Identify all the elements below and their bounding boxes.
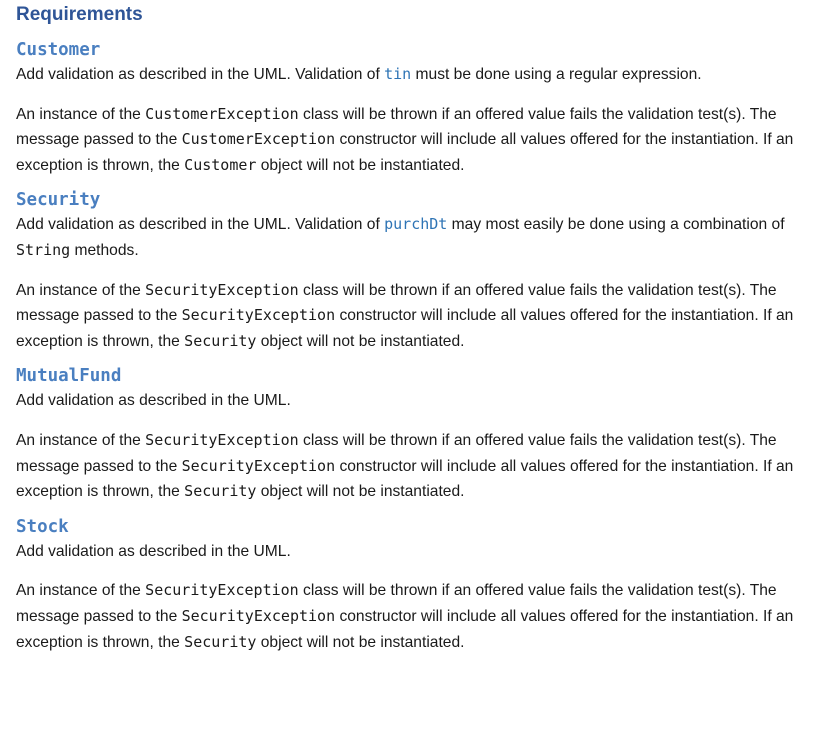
text-run: constructor will include all values offered for the instantiation. If an exception is thrown, the xyxy=(16,307,794,350)
text-run: An instance of the xyxy=(16,582,146,600)
text-run: An instance of the xyxy=(16,431,146,449)
exception-class-name: SecurityException xyxy=(145,581,299,600)
text-run: class will be thrown if an offered value fails the validation test(s). The message passed to the xyxy=(16,431,777,475)
exception-class-name: CustomerException xyxy=(181,130,336,149)
object-class-name: Security xyxy=(184,331,257,350)
section-heading: MutualFund xyxy=(16,366,122,387)
section-stock xyxy=(16,515,797,655)
exception-class-name: SecurityException xyxy=(145,280,299,299)
exception-class-name: SecurityException xyxy=(145,430,299,449)
text-run: An instance of the xyxy=(16,281,146,299)
paragraph-exception xyxy=(16,578,797,655)
text-run: must be done using a regular expression. xyxy=(411,66,702,83)
field-name: purchDt xyxy=(384,215,448,234)
text-run: Add validation as described in the UML. Validation of xyxy=(16,66,385,83)
exception-class-name: SecurityException xyxy=(181,606,336,625)
paragraph-validation xyxy=(16,212,797,263)
paragraph-validation xyxy=(16,539,797,565)
section-heading: Security xyxy=(16,190,101,211)
exception-class-name: CustomerException xyxy=(145,104,299,123)
text-run: constructor will include all values offered for the instantiation. If an exception is thrown, the xyxy=(16,607,794,651)
object-class-name: Security xyxy=(184,482,257,501)
text-run: An instance of the xyxy=(16,105,146,123)
object-class-name: Customer xyxy=(184,155,257,174)
text-run: constructor will include all values offered for the instantiation. If an exception is thrown, the xyxy=(16,131,794,174)
text-run: methods. xyxy=(70,241,139,259)
section-mutualfund xyxy=(16,364,797,504)
field-name: tin xyxy=(384,65,412,83)
string-class-name: String xyxy=(16,240,71,259)
paragraph-validation xyxy=(16,388,797,414)
text-run: class will be thrown if an offered value fails the validation test(s). The message passed to the xyxy=(16,281,777,325)
text-run: object will not be instantiated. xyxy=(256,156,465,174)
exception-class-name: SecurityException xyxy=(181,456,336,475)
section-security xyxy=(16,188,797,354)
paragraph-exception xyxy=(16,102,797,179)
text-run: Add validation as described in the UML. Validation of xyxy=(16,216,385,234)
text-run: object will not be instantiated. xyxy=(256,633,465,651)
exception-class-name: SecurityException xyxy=(181,306,336,325)
text-run: object will not be instantiated. xyxy=(256,332,465,350)
paragraph-exception xyxy=(16,278,797,355)
text-run: constructor will include all values offered for the instantiation. If an exception is thrown, the xyxy=(16,457,794,501)
object-class-name: Security xyxy=(184,632,257,651)
paragraph-validation xyxy=(16,62,797,88)
section-heading: Stock xyxy=(16,516,69,537)
text-run: Add validation as described in the UML. xyxy=(16,392,291,410)
text-run: class will be thrown if an offered value fails the validation test(s). The message passed to the xyxy=(16,582,777,625)
document-title: Requirements xyxy=(16,4,143,25)
text-run: may most easily be done using a combination of xyxy=(447,216,785,234)
text-run: Add validation as described in the UML. xyxy=(16,542,291,560)
section-heading: Customer xyxy=(16,40,101,60)
paragraph-exception xyxy=(16,428,797,505)
section-customer xyxy=(16,38,797,178)
text-run: object will not be instantiated. xyxy=(256,483,465,501)
text-run: class will be thrown if an offered value fails the validation test(s). The message passed to the xyxy=(16,105,777,149)
